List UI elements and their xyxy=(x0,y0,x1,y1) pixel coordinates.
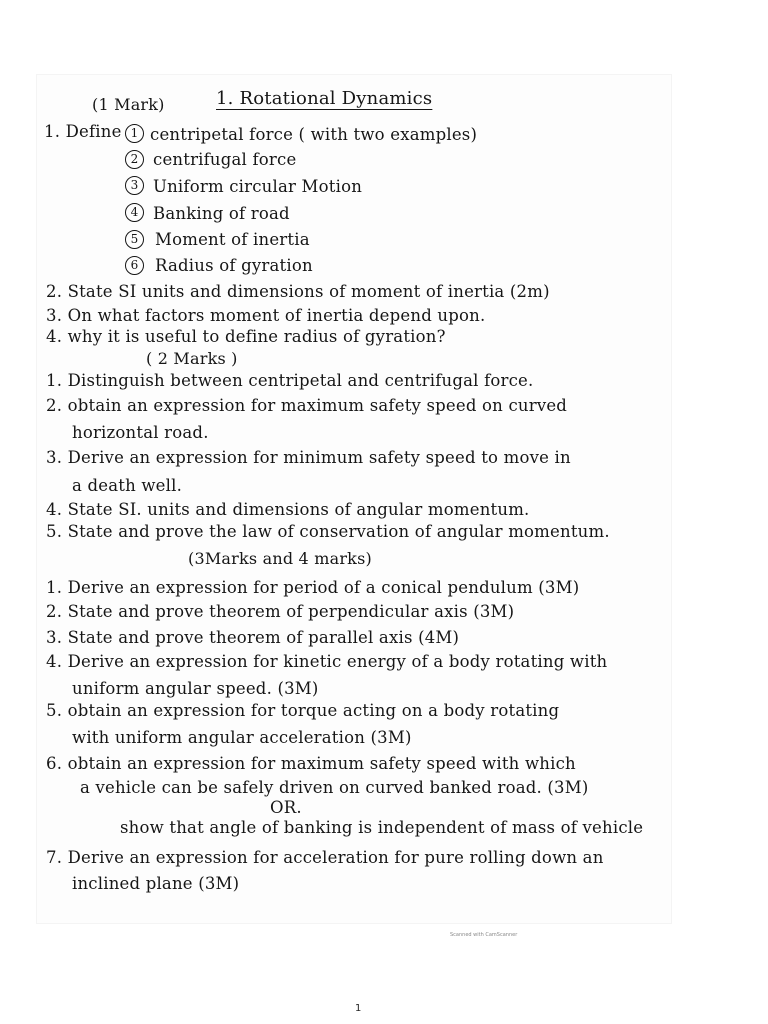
question-line: 4. Derive an expression for kinetic energy of a body rotating with xyxy=(46,652,608,671)
question-line: with uniform angular acceleration (3M) xyxy=(72,728,412,747)
item-number-circle: 1 xyxy=(125,124,144,143)
question-line: horizontal road. xyxy=(72,423,209,442)
question-line: 3. State and prove theorem of parallel axis (4M) xyxy=(46,628,460,647)
define-item: Uniform circular Motion xyxy=(153,177,363,196)
define-item: centripetal force ( with two examples) xyxy=(150,125,478,144)
item-number-circle: 5 xyxy=(125,230,144,249)
question-line: 1. Derive an expression for period of a conical pendulum (3M) xyxy=(46,578,580,597)
item-number-circle: 6 xyxy=(125,256,144,275)
question-line: 3. On what factors moment of inertia depend upon. xyxy=(46,306,486,325)
page-number: 1 xyxy=(355,1003,362,1014)
define-label: 1. Define xyxy=(44,122,122,141)
three-four-marks-heading: (3Marks and 4 marks) xyxy=(188,549,372,568)
item-number-circle: 4 xyxy=(125,203,144,222)
question-line: uniform angular speed. (3M) xyxy=(72,679,319,698)
mark-heading: (1 Mark) xyxy=(92,95,165,114)
question-line: 5. State and prove the law of conservation of angular momentum. xyxy=(46,522,610,541)
item-number-circle: 3 xyxy=(125,176,144,195)
two-marks-heading: ( 2 Marks ) xyxy=(146,349,238,368)
question-line: 3. Derive an expression for minimum safety speed to move in xyxy=(46,448,571,467)
question-line: 2. State and prove theorem of perpendicular axis (3M) xyxy=(46,602,515,621)
question-line: inclined plane (3M) xyxy=(72,874,240,893)
question-line: a vehicle can be safely driven on curved banked road. (3M) xyxy=(80,778,589,797)
define-item: Radius of gyration xyxy=(155,256,313,275)
item-number-circle: 2 xyxy=(125,150,144,169)
chapter-title: 1. Rotational Dynamics xyxy=(216,88,433,109)
question-line: 5. obtain an expression for torque acting on a body rotating xyxy=(46,701,560,720)
scanner-watermark: Scanned with CamScanner xyxy=(450,932,518,938)
question-line: 6. obtain an expression for maximum safety speed with which xyxy=(46,754,576,773)
question-line: 4. why it is useful to define radius of gyration? xyxy=(46,327,446,346)
or-separator: OR. xyxy=(270,798,302,817)
question-line: 4. State SI. units and dimensions of angular momentum. xyxy=(46,500,530,519)
question-line: 1. Distinguish between centripetal and centrifugal force. xyxy=(46,371,534,390)
question-line: 7. Derive an expression for acceleration for pure rolling down an xyxy=(46,848,604,867)
define-item: Moment of inertia xyxy=(155,230,310,249)
question-line: show that angle of banking is independent of mass of vehicle xyxy=(120,818,644,837)
question-line: 2. obtain an expression for maximum safety speed on curved xyxy=(46,396,568,415)
define-item: centrifugal force xyxy=(153,150,297,169)
question-line: a death well. xyxy=(72,476,183,495)
define-item: Banking of road xyxy=(153,204,290,223)
question-line: 2. State SI units and dimensions of moment of inertia (2m) xyxy=(46,282,550,301)
